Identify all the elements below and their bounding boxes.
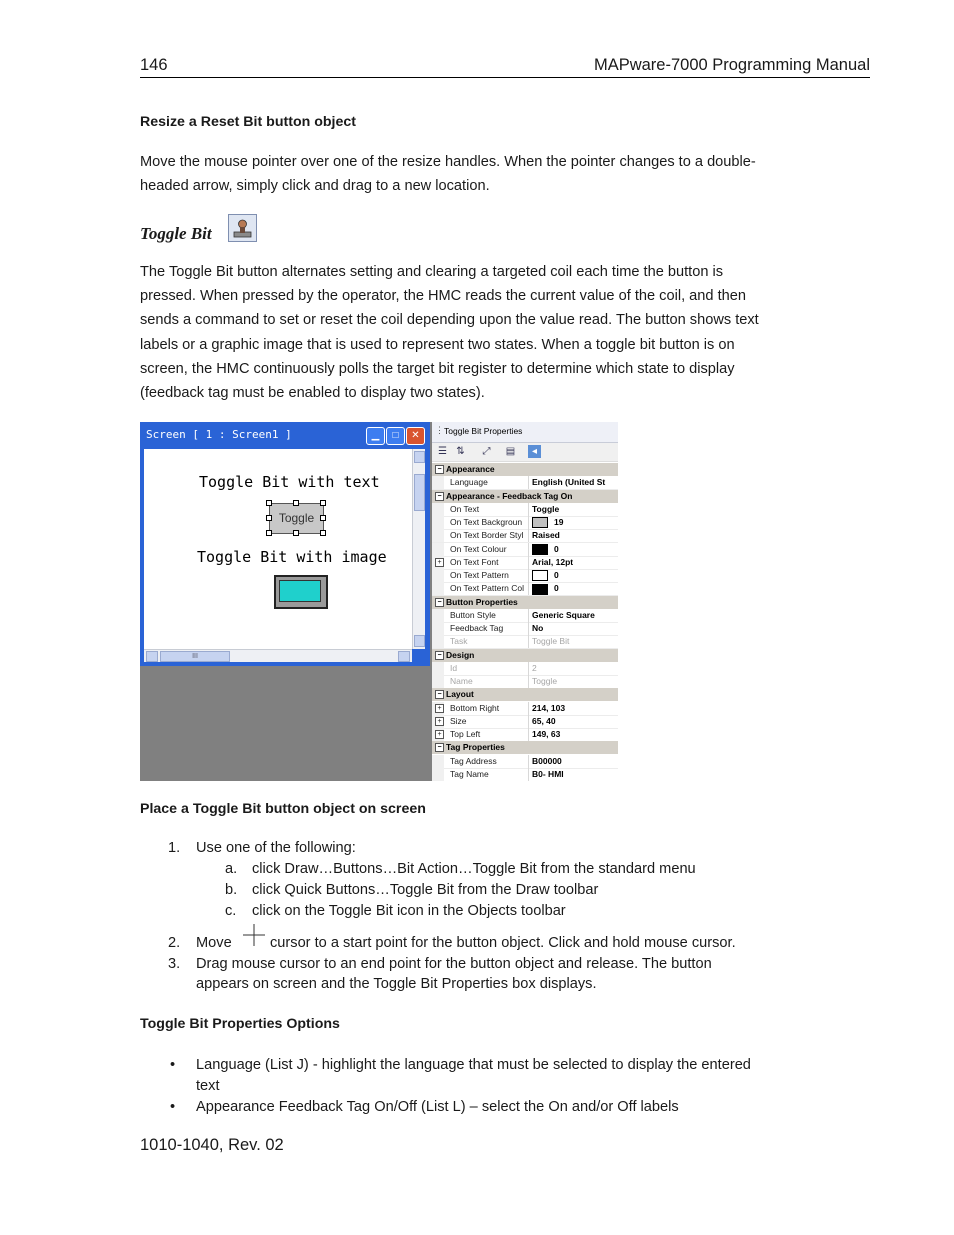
collapse-icon[interactable]: − xyxy=(435,651,444,660)
property-category-label: Appearance xyxy=(446,464,495,474)
property-category-label: Tag Properties xyxy=(446,742,505,753)
options-heading: Toggle Bit Properties Options xyxy=(140,1016,340,1032)
properties-toolbar xyxy=(432,443,618,462)
toggle-image-button-object[interactable] xyxy=(274,575,328,609)
toggle-bit-heading: Toggle Bit xyxy=(140,224,212,243)
step-2-text-end: cursor to a start point for the button object. Click and hold mouse cursor. xyxy=(270,935,736,951)
resize-handle[interactable] xyxy=(266,515,272,521)
properties-grid xyxy=(432,463,618,781)
bullet-2: Appearance Feedback Tag On/Off (List L) – select the On and/or Off labels xyxy=(196,1099,679,1115)
color-swatch xyxy=(532,584,548,595)
step-3-line-1: Drag mouse cursor to an end point for the button object and release. The button xyxy=(196,956,712,972)
property-gutter xyxy=(432,702,444,715)
property-category-label: Layout xyxy=(446,689,474,700)
property-value-text: 149, 63 xyxy=(532,729,561,739)
property-gutter xyxy=(432,622,444,635)
toggle-line-5: screen, the HMC continuously polls the target bit register to determine which state to display xyxy=(140,360,735,377)
help-icon[interactable]: ◂ xyxy=(528,445,541,458)
grip-icon: ⋮ xyxy=(435,425,444,435)
color-swatch xyxy=(532,544,548,555)
page-number: 146 xyxy=(140,56,168,74)
bullet-icon: • xyxy=(170,1099,176,1115)
property-value-text: 0 xyxy=(554,570,559,580)
property-value-text: Toggle xyxy=(532,676,558,686)
step-1-text: Use one of the following: xyxy=(196,840,356,856)
toggle-line-3: sends a command to set or reset the coil depending upon the value read. The button shows text xyxy=(140,312,759,329)
substep-a-text: click Draw…Buttons…Bit Action…Toggle Bit from the standard menu xyxy=(252,861,696,877)
property-category-label: Design xyxy=(446,649,475,660)
property-value-text: 2 xyxy=(532,662,537,673)
vertical-scroll-thumb[interactable] xyxy=(414,474,425,511)
property-value[interactable] xyxy=(532,516,618,529)
toggle-bit-paragraph xyxy=(140,260,860,405)
scroll-left-arrow[interactable] xyxy=(146,651,158,662)
property-value-text: Arial, 12pt xyxy=(532,556,574,567)
toggle-bit-icon xyxy=(228,214,257,242)
property-gutter xyxy=(432,556,444,569)
property-row[interactable] xyxy=(432,543,618,557)
property-value[interactable] xyxy=(532,476,618,489)
toggle-line-2: pressed. When pressed by the operator, the HMC reads the current value of the coil, and then xyxy=(140,288,746,305)
color-swatch xyxy=(532,517,548,528)
step-2-text-start: Move xyxy=(196,935,232,951)
property-value[interactable] xyxy=(532,503,618,516)
property-row[interactable] xyxy=(432,556,618,570)
property-row[interactable] xyxy=(432,675,618,689)
property-row[interactable] xyxy=(432,715,618,729)
property-gutter xyxy=(432,728,444,741)
substep-c-letter: c. xyxy=(225,903,237,919)
property-category-label: Button Properties xyxy=(446,596,518,607)
property-value[interactable] xyxy=(532,635,618,648)
property-value-text: 214, 103 xyxy=(532,702,566,713)
property-name: Top Left xyxy=(450,728,529,741)
property-category[interactable] xyxy=(432,688,618,701)
expand-icon[interactable]: + xyxy=(435,558,444,567)
horizontal-scrollbar[interactable] xyxy=(144,649,412,662)
resize-handle[interactable] xyxy=(320,530,326,536)
property-value-text: 19 xyxy=(554,517,564,527)
resize-handle[interactable] xyxy=(320,515,326,521)
property-value[interactable] xyxy=(532,702,618,715)
collapse-icon[interactable]: − xyxy=(435,465,444,474)
property-gutter xyxy=(432,529,444,542)
property-name: Id xyxy=(450,662,529,675)
property-gutter xyxy=(432,516,444,529)
property-gutter xyxy=(432,715,444,728)
toggle-line-1: The Toggle Bit button alternates setting and clearing a targeted coil each time the button is xyxy=(140,264,724,280)
property-row[interactable] xyxy=(432,768,618,781)
expand-icon[interactable]: + xyxy=(435,704,444,713)
bullet-1-line-1: Language (List J) - highlight the language that must be selected to display the entered xyxy=(196,1057,751,1073)
resize-paragraph xyxy=(140,150,840,198)
step-3-number: 3. xyxy=(168,956,181,972)
property-row[interactable] xyxy=(432,622,618,636)
toggle-line-6: (feedback tag must be enabled to display two states). xyxy=(140,385,485,402)
scroll-up-arrow[interactable] xyxy=(414,451,425,463)
property-value-text: Raised xyxy=(532,530,560,541)
sort-alphabetical-icon[interactable]: ⇅ xyxy=(456,446,465,457)
minimize-button[interactable]: ▁ xyxy=(366,427,385,445)
collapse-icon[interactable]: − xyxy=(435,743,444,752)
property-value[interactable] xyxy=(532,543,618,556)
label-toggle-with-text: Toggle Bit with text xyxy=(199,473,380,491)
footer-doc-id: 1010-1040, Rev. 02 xyxy=(140,1136,284,1154)
property-value[interactable] xyxy=(532,662,618,675)
substep-b-letter: b. xyxy=(225,882,238,898)
property-row[interactable] xyxy=(432,728,618,742)
resize-handle[interactable] xyxy=(266,530,272,536)
property-gutter xyxy=(432,503,444,516)
property-row[interactable] xyxy=(432,516,618,530)
property-category[interactable] xyxy=(432,741,618,754)
scroll-right-arrow[interactable] xyxy=(398,651,410,662)
place-heading: Place a Toggle Bit button object on screen xyxy=(140,801,426,817)
properties-title: Toggle Bit Properties xyxy=(444,426,523,436)
property-value[interactable] xyxy=(532,675,618,688)
page-header xyxy=(140,56,870,78)
property-name: Bottom Right xyxy=(450,702,529,715)
step-2-number: 2. xyxy=(168,935,181,951)
property-value[interactable] xyxy=(532,715,618,728)
property-gutter xyxy=(432,609,444,622)
property-value[interactable] xyxy=(532,768,618,781)
property-row[interactable] xyxy=(432,569,618,583)
close-button[interactable]: ✕ xyxy=(406,427,425,445)
bullet-1-line-2: text xyxy=(196,1078,220,1094)
property-row[interactable] xyxy=(432,529,618,543)
resize-handle[interactable] xyxy=(320,500,326,506)
step-1-number: 1. xyxy=(168,840,181,856)
resize-handle[interactable] xyxy=(266,500,272,506)
property-name: Name xyxy=(450,675,529,688)
expand-icon[interactable]: + xyxy=(435,730,444,739)
screen-window-title: Screen [ 1 : Screen1 ] xyxy=(146,428,292,441)
substep-c-text: click on the Toggle Bit icon in the Objects toolbar xyxy=(252,903,566,919)
screen-window xyxy=(140,422,430,666)
property-value-text: Generic Square xyxy=(532,609,595,620)
collapse-icon[interactable]: − xyxy=(435,492,444,501)
property-gutter xyxy=(432,675,444,688)
property-gutter xyxy=(432,755,444,768)
property-value[interactable] xyxy=(532,609,618,622)
property-category[interactable] xyxy=(432,649,618,662)
property-value[interactable] xyxy=(532,569,618,582)
property-value-text: Toggle Bit xyxy=(532,636,570,647)
property-value[interactable] xyxy=(532,622,618,635)
resize-line-1: Move the mouse pointer over one of the resize handles. When the pointer changes to a double- xyxy=(140,154,756,170)
crosshair-cursor-icon xyxy=(243,924,265,946)
expand-all-icon[interactable]: ⤢ xyxy=(482,446,491,457)
property-gutter xyxy=(432,768,444,781)
property-row[interactable] xyxy=(432,662,618,676)
resize-handle[interactable] xyxy=(293,530,299,536)
expand-icon[interactable]: + xyxy=(435,717,444,726)
toggle-button-object[interactable]: Toggle xyxy=(269,503,324,534)
property-value[interactable] xyxy=(532,728,618,741)
property-category-label: Appearance - Feedback Tag On xyxy=(446,490,573,501)
bullet-icon: • xyxy=(170,1057,176,1073)
property-name: On Text Font xyxy=(450,556,529,569)
property-row[interactable] xyxy=(432,609,618,623)
screenshot-figure xyxy=(140,422,618,781)
property-name: Tag Address xyxy=(450,755,529,768)
property-row[interactable] xyxy=(432,582,618,596)
categorized-icon[interactable]: ☰ xyxy=(438,446,447,457)
property-name: Tag Name xyxy=(450,768,529,781)
property-gutter xyxy=(432,662,444,675)
toggle-image-fill xyxy=(279,580,321,602)
properties-panel xyxy=(432,422,618,781)
property-name: Language xyxy=(450,476,529,489)
property-value-text: 0 xyxy=(554,543,559,554)
properties-title-bar xyxy=(432,422,618,443)
property-value[interactable] xyxy=(532,582,618,595)
substep-b-text: click Quick Buttons…Toggle Bit from the Draw toolbar xyxy=(252,882,599,898)
property-row[interactable] xyxy=(432,476,618,490)
resize-line-2: headed arrow, simply click and drag to a new location. xyxy=(140,178,490,195)
toggle-line-4: labels or a graphic image that is used to represent two states. When a toggle bit button is on xyxy=(140,336,735,353)
property-name: On Text Colour xyxy=(450,543,529,556)
property-name: On Text Pattern xyxy=(450,569,529,582)
screen-canvas[interactable] xyxy=(144,449,412,649)
property-value-text: 65, 40 xyxy=(532,715,556,726)
resize-heading: Resize a Reset Bit button object xyxy=(140,114,356,130)
property-name: Size xyxy=(450,715,529,728)
resize-handle[interactable] xyxy=(293,500,299,506)
property-name: On Text xyxy=(450,503,529,516)
collapse-icon[interactable]: − xyxy=(435,690,444,699)
property-row[interactable] xyxy=(432,503,618,517)
property-gutter xyxy=(432,582,444,595)
horizontal-scroll-thumb[interactable]: III xyxy=(160,651,230,662)
property-gutter xyxy=(432,569,444,582)
property-name: Button Style xyxy=(450,609,529,622)
step-3-line-2: appears on screen and the Toggle Bit Properties box displays. xyxy=(196,976,597,992)
property-row[interactable] xyxy=(432,755,618,769)
manual-title: MAPware-7000 Programming Manual xyxy=(593,56,870,74)
scroll-down-arrow[interactable] xyxy=(414,635,425,647)
collapse-icon[interactable]: − xyxy=(435,598,444,607)
property-gutter xyxy=(432,635,444,648)
property-name: On Text Backgroun xyxy=(450,516,529,529)
property-gutter xyxy=(432,543,444,556)
property-value[interactable] xyxy=(532,529,618,542)
vertical-scrollbar[interactable] xyxy=(412,449,425,649)
property-value[interactable] xyxy=(532,755,618,768)
property-category[interactable] xyxy=(432,490,618,503)
property-value-text: Toggle xyxy=(532,503,560,514)
color-swatch xyxy=(532,570,548,581)
property-gutter xyxy=(432,476,444,489)
property-value-text: 0 xyxy=(554,583,559,594)
property-row[interactable] xyxy=(432,702,618,716)
property-name: On Text Border Styl xyxy=(450,529,529,542)
property-name: Feedback Tag xyxy=(450,622,529,635)
property-category[interactable] xyxy=(432,463,618,476)
property-value-text: B00000 xyxy=(532,755,562,766)
property-value-text: No xyxy=(532,623,544,633)
label-toggle-with-image: Toggle Bit with image xyxy=(197,548,387,566)
property-row[interactable] xyxy=(432,635,618,649)
property-category[interactable] xyxy=(432,596,618,609)
property-name: Task xyxy=(450,635,529,648)
property-value[interactable] xyxy=(532,556,618,569)
property-name: On Text Pattern Col xyxy=(450,582,529,595)
maximize-button[interactable]: □ xyxy=(386,427,405,445)
property-value-text: English (United St xyxy=(532,477,606,488)
property-value-text: B0- HMI xyxy=(532,768,564,779)
properties-pages-icon[interactable]: ▤ xyxy=(505,446,516,457)
substep-a-letter: a. xyxy=(225,861,238,877)
